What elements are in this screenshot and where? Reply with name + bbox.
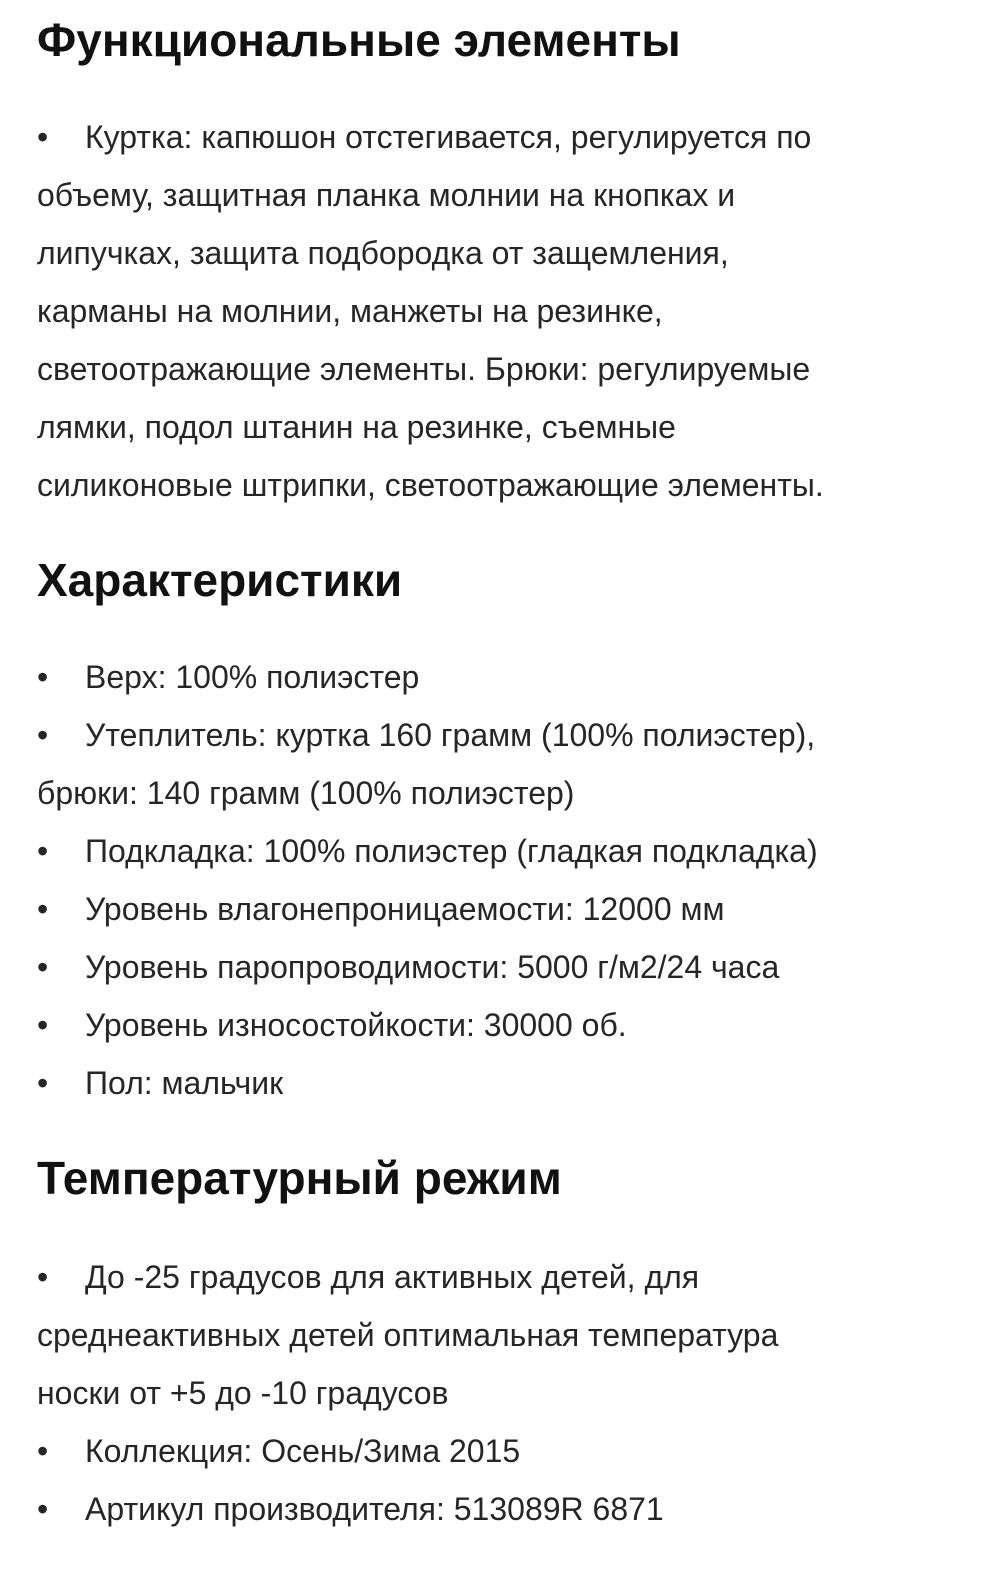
- list-item-line: лямки, подол штанин на резинке, съемные: [37, 409, 676, 445]
- list-item-line: брюки: 140 грамм (100% полиэстер): [37, 775, 575, 811]
- section-title-characteristics: Характеристики: [37, 554, 403, 606]
- list-item-line: карманы на молнии, манжеты на резинке,: [37, 293, 663, 329]
- bullet: •: [37, 659, 49, 695]
- list-item: [37, 880, 967, 938]
- list-item-line: липучках, защита подбородка от защемления,: [37, 235, 729, 271]
- list-item-line: • Артикул производителя: 513089R 6871: [37, 1480, 967, 1538]
- list-item-line: • Уровень износостойкости: 30000 об.: [37, 996, 967, 1054]
- list-item-line: • Уровень влагонепроницаемости: 12000 мм: [37, 880, 967, 938]
- list-item-line: носки от +5 до -10 градусов: [37, 1375, 449, 1411]
- section-title-functional: Функциональные элементы: [37, 14, 681, 66]
- list-item: [37, 1480, 967, 1538]
- list-item: [37, 996, 967, 1054]
- list-item-line: • До -25 градусов для активных детей, для: [37, 1248, 967, 1306]
- bullet: •: [37, 717, 49, 753]
- list-item: [37, 1422, 967, 1480]
- bullet: •: [37, 1007, 49, 1043]
- bullet: •: [37, 1259, 49, 1295]
- section-title-temperature: Температурный режим: [37, 1152, 562, 1204]
- list-item: [37, 108, 967, 514]
- list-item: [37, 1248, 967, 1422]
- list-item: [37, 648, 967, 706]
- bullet: •: [37, 1491, 49, 1527]
- list-item-line: светоотражающие элементы. Брюки: регулируемые: [37, 351, 811, 387]
- list-item-line: • Утеплитель: куртка 160 грамм (100% полиэстер),: [37, 706, 967, 764]
- list-item-line: силиконовые штрипки, светоотражающие элементы.: [37, 467, 824, 503]
- list-item-line: • Куртка: капюшон отстегивается, регулируется по: [37, 108, 967, 166]
- bullet: •: [37, 949, 49, 985]
- list-item: [37, 706, 967, 822]
- list-item-line: среднеактивных детей оптимальная температура: [37, 1317, 779, 1353]
- list-item-line: объему, защитная планка молнии на кнопках и: [37, 177, 736, 213]
- bullet: •: [37, 891, 49, 927]
- list-item: [37, 938, 967, 996]
- list-item-line: • Пол: мальчик: [37, 1054, 967, 1112]
- bullet: •: [37, 1065, 49, 1101]
- list-item-line: • Подкладка: 100% полиэстер (гладкая подкладка): [37, 822, 967, 880]
- bullet: •: [37, 1433, 49, 1469]
- list-item: [37, 822, 967, 880]
- list-item-line: • Верх: 100% полиэстер: [37, 648, 967, 706]
- bullet: •: [37, 833, 49, 869]
- list-item-line: • Коллекция: Осень/Зима 2015: [37, 1422, 967, 1480]
- list-item-line: • Уровень паропроводимости: 5000 г/м2/24 часа: [37, 938, 967, 996]
- list-item: [37, 1054, 967, 1112]
- bullet: •: [37, 119, 49, 155]
